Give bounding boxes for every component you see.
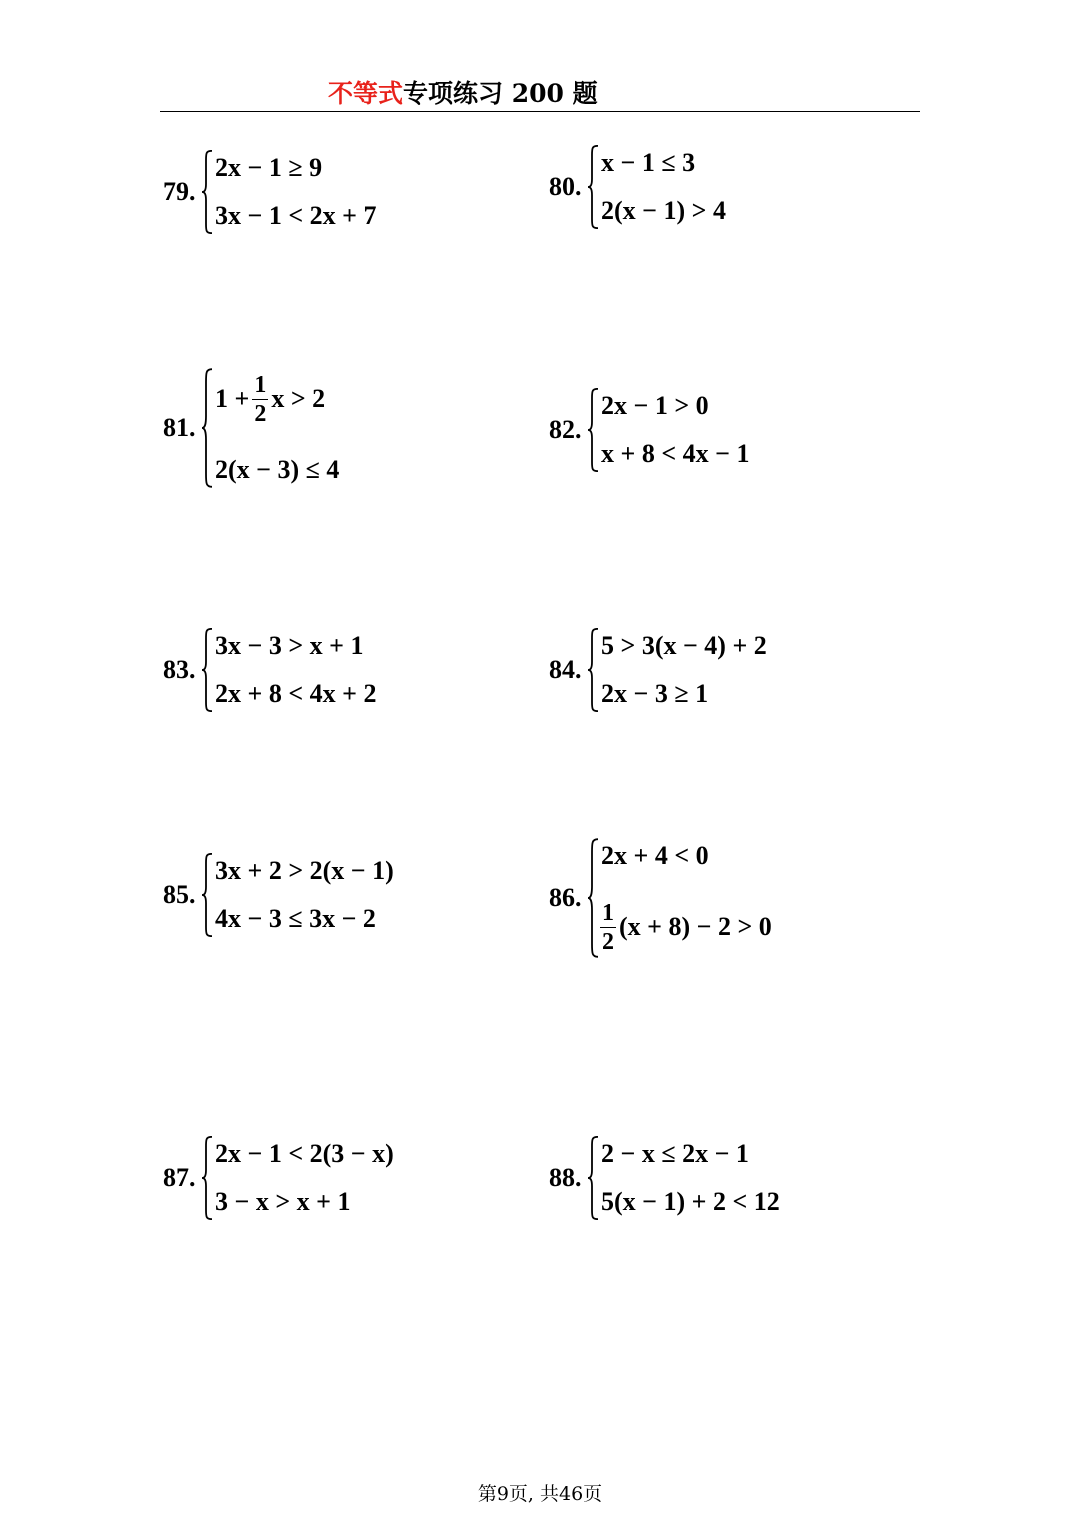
system-brace [201, 628, 213, 712]
inequality-2: 2x − 3 ≥ 1 [601, 679, 709, 708]
inequality-1: 2x − 1 ≥ 9 [215, 153, 323, 182]
inequality-1: 2x − 1 < 2(3 − x) [215, 1139, 394, 1168]
inequality-2: 5(x − 1) + 2 < 12 [601, 1187, 780, 1216]
inequality-2: 2(x − 1) > 4 [601, 196, 726, 225]
inequality-2: 3 − x > x + 1 [215, 1187, 351, 1216]
inequality-1: 2x + 4 < 0 [601, 841, 709, 870]
fraction-bar [600, 927, 616, 928]
system-brace [201, 368, 213, 488]
inequality-1 [215, 368, 339, 430]
inequality-1: 2x − 1 > 0 [601, 391, 709, 420]
problem-number: 84. [549, 655, 582, 684]
fraction [601, 900, 615, 955]
page-header [0, 78, 1080, 110]
problem-number: 80. [549, 172, 582, 201]
problem-number: 85. [163, 880, 196, 909]
problem-number: 81. [163, 413, 196, 442]
fraction-denominator: 2 [254, 400, 267, 427]
problem-number: 86. [549, 883, 582, 912]
term: 1 + [215, 384, 250, 413]
problem-number: 88. [549, 1163, 582, 1192]
inequality-2: x + 8 < 4x − 1 [601, 439, 750, 468]
inequality-1: 3x − 3 > x + 1 [215, 631, 364, 660]
title-highlight: 不等式 [328, 79, 404, 108]
inequality-1: 2 − x ≤ 2x − 1 [601, 1139, 749, 1168]
system-brace [587, 388, 599, 472]
term: (x + 8) − 2 > 0 [619, 912, 772, 941]
system-brace [201, 1136, 213, 1220]
inequality-1: 5 > 3(x − 4) + 2 [601, 631, 767, 660]
header-rule [160, 111, 920, 112]
inequality-2: 2x + 8 < 4x + 2 [215, 679, 377, 708]
system-brace [587, 628, 599, 712]
inequality-2: 2(x − 3) ≤ 4 [215, 455, 340, 484]
inequality-2: 4x − 3 ≤ 3x − 2 [215, 904, 376, 933]
page-title [328, 78, 598, 110]
problem-number: 87. [163, 1163, 196, 1192]
inequality-1: x − 1 ≤ 3 [601, 148, 696, 177]
fraction-denominator: 2 [602, 928, 614, 955]
term: x > 2 [271, 384, 326, 413]
page-footer: 第9页, 共46页 [477, 1483, 603, 1505]
problem-number: 82. [549, 415, 582, 444]
problem-number: 79. [163, 177, 196, 206]
system-brace [201, 150, 213, 234]
system-brace [587, 1136, 599, 1220]
title-rest: 专项练习 200 题 [403, 79, 598, 108]
fraction-numerator: 1 [254, 371, 267, 398]
system-brace [587, 145, 599, 229]
fraction-bar [252, 399, 268, 400]
inequality-1: 3x + 2 > 2(x − 1) [215, 856, 394, 885]
fraction-numerator: 1 [602, 899, 614, 926]
inequality-2 [601, 896, 772, 958]
system-brace [201, 853, 213, 937]
inequality-2: 3x − 1 < 2x + 7 [215, 201, 377, 230]
problem-number: 83. [163, 655, 196, 684]
system-brace [587, 838, 599, 958]
fraction [253, 372, 267, 427]
